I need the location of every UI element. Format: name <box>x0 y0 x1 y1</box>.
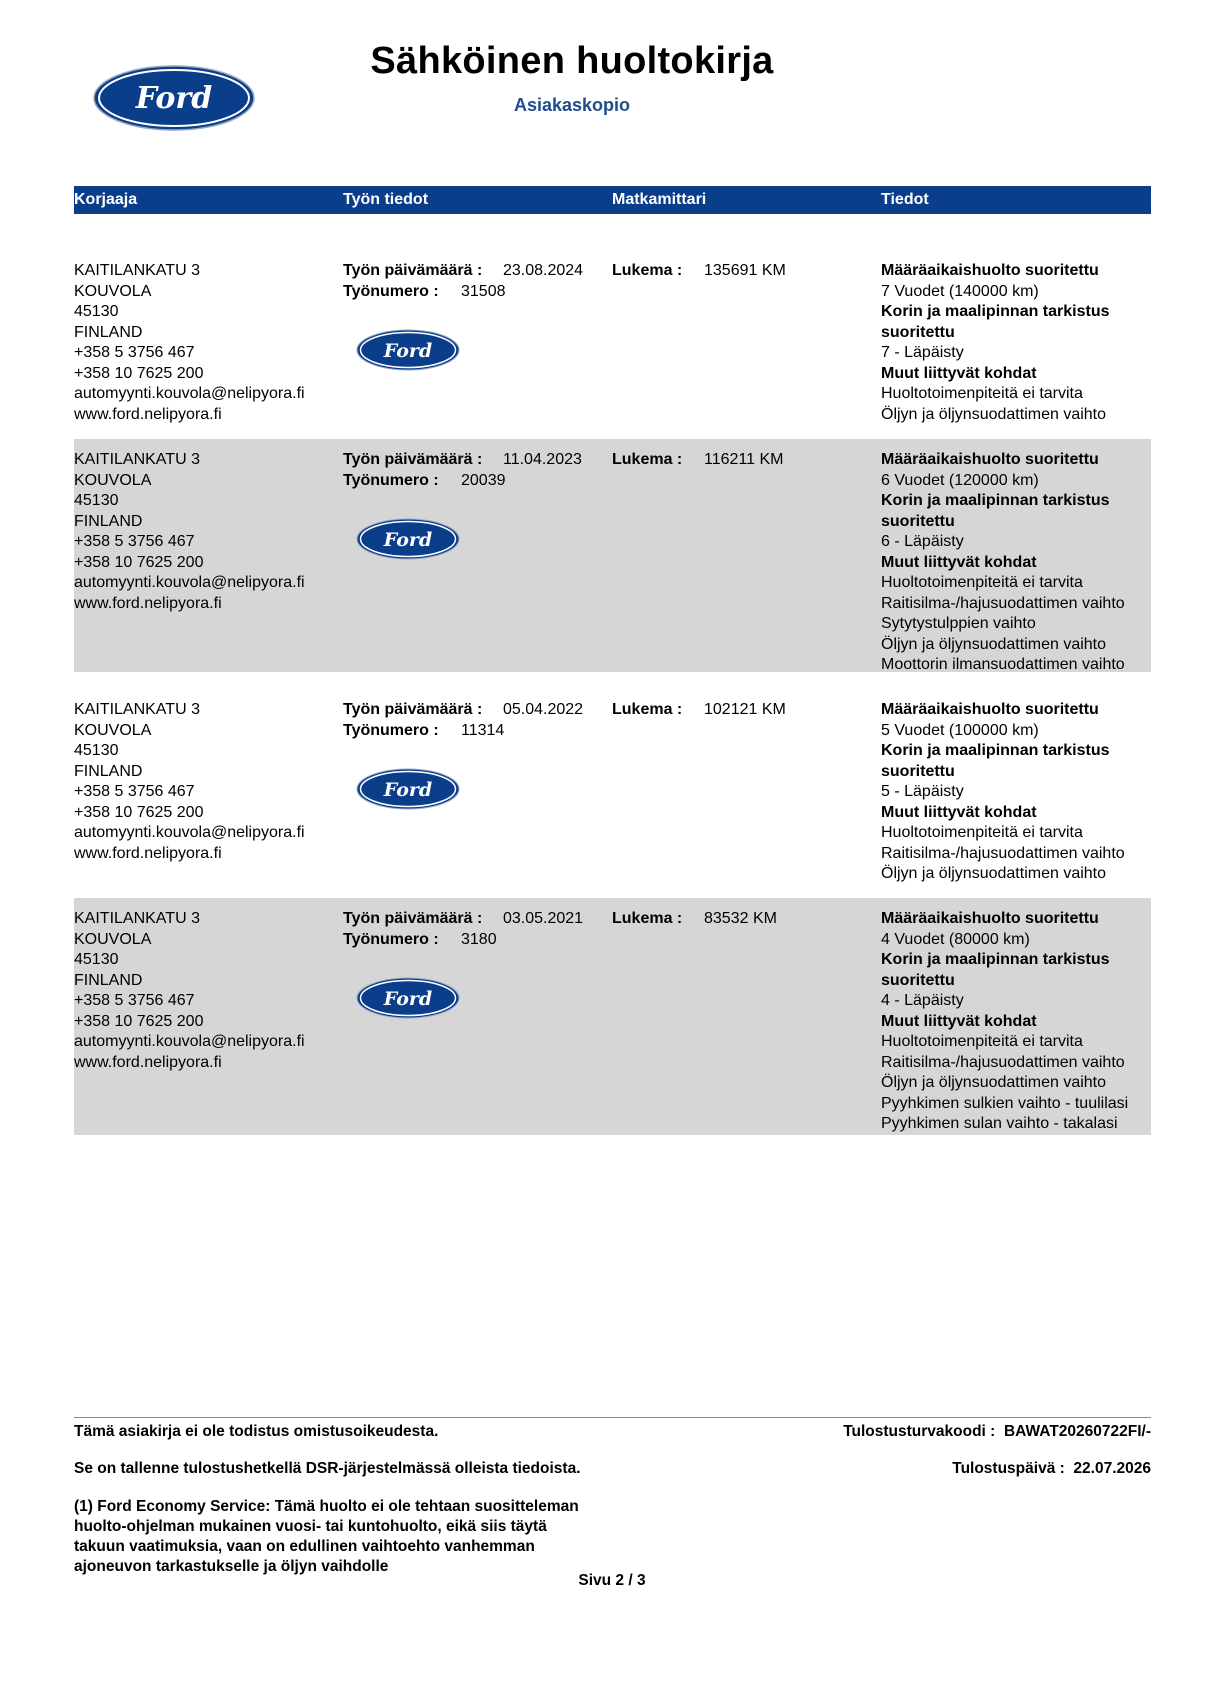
work-number-label: Työnumero : <box>343 471 439 489</box>
odometer-label: Lukema : <box>612 701 683 718</box>
note-line: huolto-ohjelman mukainen vuosi- tai kuntohuolto, eikä siis täytä <box>74 1518 547 1535</box>
repairer-line: KOUVOLA <box>74 471 152 489</box>
service-details <box>881 450 1146 676</box>
service-entry <box>74 439 1151 672</box>
repairer-line: automyynti.kouvola@nelipyora.fi <box>74 824 305 841</box>
odometer-row <box>612 261 880 282</box>
detail-heading: Muut liittyvät kohdat <box>881 1012 1037 1030</box>
work-date-value: 03.05.2021 <box>503 910 584 927</box>
work-date-label: Työn päivämäärä : <box>343 910 483 927</box>
odometer-label: Lukema : <box>612 910 683 927</box>
repairer-line: +358 5 3756 467 <box>74 533 195 550</box>
detail-item: Huoltotoimenpiteitä ei tarvita <box>881 824 1083 841</box>
detail-heading: Määräaikaishuolto suoritettu <box>881 451 1099 468</box>
repairer-line: FINLAND <box>74 971 143 989</box>
work-number-value: 31508 <box>461 282 506 300</box>
detail-heading: Korin ja maalipinnan tarkistus <box>881 492 1110 509</box>
detail-item: 7 - Läpäisty <box>881 344 964 361</box>
ford-logo-text: Ford <box>383 340 433 362</box>
detail-heading: Muut liittyvät kohdat <box>881 364 1037 382</box>
work-number-value: 3180 <box>461 930 497 948</box>
service-details <box>881 909 1146 1135</box>
detail-heading: Muut liittyvät kohdat <box>881 803 1037 821</box>
ford-logo <box>356 329 460 371</box>
service-details <box>881 700 1146 885</box>
work-date-row <box>343 261 611 282</box>
repairer-info <box>74 909 334 1073</box>
detail-item: 4 - Läpäisty <box>881 992 964 1009</box>
repairer-line: KAITILANKATU 3 <box>74 910 200 927</box>
work-date-label: Työn päivämäärä : <box>343 262 483 279</box>
work-number-row <box>343 930 611 951</box>
detail-item: Huoltotoimenpiteitä ei tarvita <box>881 385 1083 402</box>
service-entry <box>74 689 1151 898</box>
ford-logo-text: Ford <box>383 779 433 801</box>
print-date <box>952 1459 1151 1479</box>
footer-economy-service-note <box>74 1497 579 1577</box>
odometer-label: Lukema : <box>612 262 683 279</box>
odometer-row <box>612 909 880 930</box>
repairer-line: KOUVOLA <box>74 721 152 739</box>
detail-item: 6 Vuodet (120000 km) <box>881 471 1039 489</box>
repairer-line: KOUVOLA <box>74 930 152 948</box>
service-entry <box>74 898 1151 1135</box>
repairer-line: www.ford.nelipyora.fi <box>74 594 222 612</box>
detail-item: Raitisilma-/hajusuodattimen vaihto <box>881 844 1125 862</box>
work-number-row <box>343 471 611 492</box>
repairer-line: FINLAND <box>74 762 143 780</box>
work-info <box>343 909 611 950</box>
table-header <box>74 186 1151 214</box>
detail-item: 7 Vuodet (140000 km) <box>881 282 1039 300</box>
repairer-line: 45130 <box>74 742 119 759</box>
work-number-row <box>343 721 611 742</box>
detail-item: 5 - Läpäisty <box>881 783 964 800</box>
detail-item: Huoltotoimenpiteitä ei tarvita <box>881 574 1083 591</box>
detail-heading: suoritettu <box>881 762 955 780</box>
detail-item: Huoltotoimenpiteitä ei tarvita <box>881 1033 1083 1050</box>
print-date-value: 22.07.2026 <box>1073 1460 1151 1477</box>
odometer-info <box>612 450 880 471</box>
odometer-label: Lukema : <box>612 451 683 468</box>
column-header-odometer: Matkamittari <box>612 191 707 208</box>
detail-heading: suoritettu <box>881 323 955 341</box>
document-title: Sähköinen huoltokirja <box>370 40 774 82</box>
repairer-line: KAITILANKATU 3 <box>74 451 200 468</box>
work-date-row <box>343 700 611 721</box>
detail-item: 5 Vuodet (100000 km) <box>881 721 1039 739</box>
repairer-line: www.ford.nelipyora.fi <box>74 1053 222 1071</box>
repairer-line: automyynti.kouvola@nelipyora.fi <box>74 574 305 591</box>
footer-disclaimer-record: Se on tallenne tulostushetkellä DSR-järjestelmässä olleista tiedoista. <box>74 1460 581 1477</box>
repairer-line: +358 10 7625 200 <box>74 1012 204 1030</box>
detail-heading: Määräaikaishuolto suoritettu <box>881 701 1099 718</box>
odometer-value: 116211 KM <box>704 451 784 468</box>
repairer-line: 45130 <box>74 303 119 320</box>
detail-heading: Määräaikaishuolto suoritettu <box>881 262 1099 279</box>
ford-logo-text: Ford <box>135 81 213 116</box>
repairer-line: FINLAND <box>74 512 143 530</box>
detail-heading: suoritettu <box>881 971 955 989</box>
repairer-line: KAITILANKATU 3 <box>74 262 200 279</box>
repairer-info <box>74 450 334 614</box>
ford-logo <box>356 518 460 560</box>
work-date-value: 05.04.2022 <box>503 701 584 718</box>
detail-heading: Korin ja maalipinnan tarkistus <box>881 951 1110 968</box>
detail-heading: Korin ja maalipinnan tarkistus <box>881 303 1110 320</box>
odometer-info <box>612 261 880 282</box>
detail-item: Sytytystulppien vaihto <box>881 615 1036 632</box>
repairer-line: +358 5 3756 467 <box>74 344 195 361</box>
work-number-value: 20039 <box>461 471 506 489</box>
detail-item: Raitisilma-/hajusuodattimen vaihto <box>881 594 1125 612</box>
odometer-info <box>612 700 880 721</box>
footer-disclaimer-ownership: Tämä asiakirja ei ole todistus omistusoikeudesta. <box>74 1423 439 1440</box>
odometer-row <box>612 700 880 721</box>
detail-item: Öljyn ja öljynsuodattimen vaihto <box>881 865 1107 882</box>
security-code-value: BAWAT20260722FI/- <box>1003 1423 1151 1440</box>
column-header-work-info: Työn tiedot <box>343 191 429 208</box>
odometer-value: 83532 KM <box>704 910 777 927</box>
work-number-label: Työnumero : <box>343 930 439 948</box>
note-line: (1) Ford Economy Service: Tämä huolto ei ole tehtaan suositteleman <box>74 1498 579 1515</box>
work-date-value: 23.08.2024 <box>503 262 584 279</box>
repairer-line: +358 10 7625 200 <box>74 553 204 571</box>
detail-item: 6 - Läpäisty <box>881 533 964 550</box>
work-date-row <box>343 909 611 930</box>
service-entry <box>74 250 1151 439</box>
detail-item: Öljyn ja öljynsuodattimen vaihto <box>881 1074 1107 1091</box>
detail-item: Öljyn ja öljynsuodattimen vaihto <box>881 405 1107 423</box>
work-number-label: Työnumero : <box>343 721 439 739</box>
page-number: Sivu 2 / 3 <box>578 1572 646 1589</box>
detail-item: Pyyhkimen sulan vaihto - takalasi <box>881 1115 1118 1132</box>
ford-logo-text: Ford <box>383 988 433 1010</box>
odometer-row <box>612 450 880 471</box>
repairer-line: automyynti.kouvola@nelipyora.fi <box>74 1033 305 1050</box>
work-date-value: 11.04.2023 <box>503 451 582 468</box>
footer-divider <box>74 1417 1151 1418</box>
security-code <box>843 1422 1151 1442</box>
repairer-line: www.ford.nelipyora.fi <box>74 405 222 423</box>
detail-item: Pyyhkimen sulkien vaihto - tuulilasi <box>881 1094 1129 1112</box>
odometer-value: 135691 KM <box>704 262 786 279</box>
security-code-label: Tulostusturvakoodi : <box>843 1423 996 1440</box>
work-date-row <box>343 450 611 471</box>
work-date-label: Työn päivämäärä : <box>343 701 483 718</box>
repairer-line: 45130 <box>74 951 119 968</box>
repairer-line: +358 10 7625 200 <box>74 803 204 821</box>
detail-item: Raitisilma-/hajusuodattimen vaihto <box>881 1053 1125 1071</box>
detail-heading: Määräaikaishuolto suoritettu <box>881 910 1099 927</box>
detail-heading: Korin ja maalipinnan tarkistus <box>881 742 1110 759</box>
repairer-line: FINLAND <box>74 323 143 341</box>
work-number-value: 11314 <box>461 721 505 739</box>
repairer-line: 45130 <box>74 492 119 509</box>
odometer-info <box>612 909 880 930</box>
repairer-line: automyynti.kouvola@nelipyora.fi <box>74 385 305 402</box>
work-info <box>343 261 611 302</box>
work-date-label: Työn päivämäärä : <box>343 451 483 468</box>
repairer-line: KOUVOLA <box>74 282 152 300</box>
repairer-info <box>74 700 334 864</box>
repairer-line: KAITILANKATU 3 <box>74 701 200 718</box>
odometer-value: 102121 KM <box>704 701 786 718</box>
detail-item: Moottorin ilmansuodattimen vaihto <box>881 656 1125 673</box>
ford-logo <box>356 977 460 1019</box>
detail-heading: suoritettu <box>881 512 955 530</box>
ford-logo <box>356 768 460 810</box>
detail-heading: Muut liittyvät kohdat <box>881 553 1037 571</box>
work-number-row <box>343 282 611 303</box>
document-subtitle: Asiakaskopio <box>513 95 631 115</box>
work-info <box>343 700 611 741</box>
work-info <box>343 450 611 491</box>
column-header-details: Tiedot <box>881 191 929 208</box>
column-header-repairer: Korjaaja <box>74 191 138 208</box>
repairer-line: www.ford.nelipyora.fi <box>74 844 222 862</box>
repairer-line: +358 10 7625 200 <box>74 364 204 382</box>
repairer-line: +358 5 3756 467 <box>74 992 195 1009</box>
repairer-line: +358 5 3756 467 <box>74 783 195 800</box>
note-line: ajoneuvon tarkastukselle ja öljyn vaihdolle <box>74 1558 389 1575</box>
service-details <box>881 261 1146 425</box>
detail-item: Öljyn ja öljynsuodattimen vaihto <box>881 635 1107 653</box>
note-line: takuun vaatimuksia, vaan on edullinen vaihtoehto vanhemman <box>74 1538 535 1555</box>
ford-logo-text: Ford <box>383 529 433 551</box>
repairer-info <box>74 261 334 425</box>
print-date-label: Tulostuspäivä : <box>952 1460 1065 1477</box>
work-number-label: Työnumero : <box>343 282 439 300</box>
detail-item: 4 Vuodet (80000 km) <box>881 930 1030 948</box>
